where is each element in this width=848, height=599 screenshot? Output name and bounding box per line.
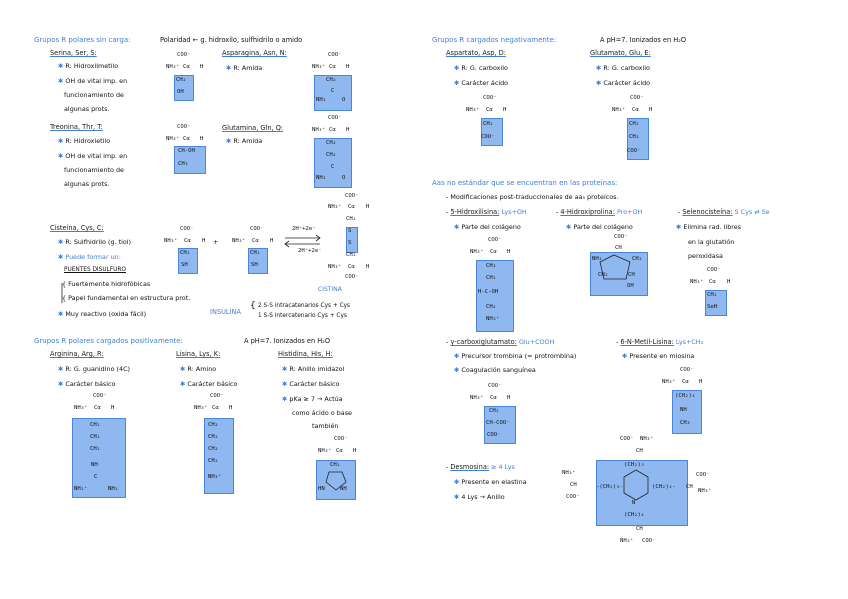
right-heading-note: A pH=7. Ionizados en H₂O bbox=[600, 36, 687, 44]
des-nh3-right: NH₃⁺ bbox=[698, 488, 712, 494]
insulina-label: INSULINA bbox=[210, 308, 241, 316]
sec-h: H bbox=[727, 279, 731, 285]
serina-b3: funcionamiento de bbox=[64, 91, 124, 99]
aspartato-b1: ✱ R: G. carboxilo bbox=[454, 64, 508, 72]
des-coo-left: COO⁻ bbox=[566, 494, 580, 500]
his-hn: HN bbox=[318, 486, 325, 492]
mlys-coo: COO⁻ bbox=[680, 367, 694, 373]
gla-chcoo: CH-COO⁻ bbox=[486, 420, 510, 426]
his-nh3: NH₃⁺ bbox=[318, 448, 332, 454]
serina-b2: ✱ OH de vital imp. en bbox=[58, 77, 128, 85]
arg-ch2c: CH₂ bbox=[90, 446, 101, 452]
hyp-ch2a: CH₂ bbox=[632, 256, 643, 262]
hyp-nh2: NH₂ bbox=[592, 256, 603, 262]
cisteina-title: Cisteína, Cys, C: bbox=[50, 224, 104, 232]
arg-ch2a: CH₂ bbox=[90, 422, 101, 428]
des-ch-left: CH bbox=[570, 482, 577, 488]
glu-coo-r: COO⁻ bbox=[627, 148, 641, 154]
cisteina-b5: { Papel fundamental en estructura prot. bbox=[62, 294, 191, 302]
lys-nh3: NH₃⁺ bbox=[194, 405, 208, 411]
lys-ch2c: CH₂ bbox=[208, 446, 219, 452]
des-n: N bbox=[632, 500, 636, 506]
right-heading: Grupos R cargados negativamente: bbox=[432, 36, 557, 44]
des-ch2-bot: (CH₂)₄ bbox=[624, 512, 645, 518]
hidroxiprolina-title: - 4-Hidroxiprolina: Pro+OH bbox=[556, 208, 643, 216]
des-ring bbox=[624, 470, 648, 500]
des-ch-bot: CH bbox=[636, 526, 643, 532]
gln-ca: Cα bbox=[329, 127, 336, 133]
arg-nh3: NH₃⁺ bbox=[74, 405, 88, 411]
sec-ca: Cα bbox=[709, 279, 716, 285]
cistina-coo1: COO⁻ bbox=[345, 193, 359, 199]
lisina-b2: ✱ Carácter básico bbox=[180, 380, 238, 388]
cistina-nh3-1: NH₃⁺ bbox=[328, 204, 342, 210]
arginina-b1: ✱ R: G. guanidino (4C) bbox=[58, 365, 131, 373]
treonina-b4: algunas prots. bbox=[64, 180, 110, 188]
cistina-s2: S bbox=[348, 240, 352, 246]
arg-ca: Cα bbox=[94, 405, 101, 411]
gln-ch2a: CH₂ bbox=[326, 140, 337, 146]
treonina-b1: ✱ R: Hidroxietilo bbox=[58, 137, 111, 145]
glu-ch2a: CH₂ bbox=[629, 121, 640, 127]
arginina-b2: ✱ Carácter básico bbox=[58, 380, 116, 388]
gln-coo: COO⁻ bbox=[328, 115, 342, 121]
cys2-h: H bbox=[270, 238, 274, 244]
cys1-ch2: CH₂ bbox=[180, 250, 191, 256]
glutamato-b1: ✱ R: G. carboxilo bbox=[596, 64, 650, 72]
sec-coo: COO⁻ bbox=[707, 267, 721, 273]
thr-coo: COO⁻ bbox=[177, 124, 191, 130]
arginina-title: Arginina, Arg, R: bbox=[50, 350, 104, 358]
mlys-nh: NH bbox=[680, 407, 687, 413]
cys2-nh3: NH₃⁺ bbox=[232, 238, 246, 244]
histidina-b5: también bbox=[312, 422, 339, 430]
serina-b4: algunas prots. bbox=[64, 105, 110, 113]
hyl-ch2c: CH₂ bbox=[486, 304, 497, 310]
des-coo-right: COO⁻ bbox=[696, 472, 710, 478]
aspartato-title: Aspartato, Asp, D: bbox=[446, 49, 506, 57]
cys-plus: + bbox=[213, 238, 219, 246]
glu-ch2b: CH₂ bbox=[629, 134, 640, 140]
gla-h: H bbox=[507, 395, 511, 401]
hyl-choh: H-C-OH bbox=[478, 289, 499, 295]
aspartato-b2: ✱ Carácter ácido bbox=[454, 79, 509, 87]
cistina-ca2: Cα bbox=[348, 264, 355, 270]
lys-nh3r: NH₃⁺ bbox=[208, 474, 222, 480]
lys-ca: Cα bbox=[212, 405, 219, 411]
carboxiglutamato-b2: ✱ Coagulación sanguínea bbox=[454, 366, 536, 374]
des-nh3-top: NH₃⁺ bbox=[640, 436, 654, 442]
glu-h: H bbox=[649, 107, 653, 113]
mlys-nh3: NH₃⁺ bbox=[662, 379, 676, 385]
hyl-nh3r: NH₃⁺ bbox=[486, 316, 500, 322]
hidroxilisina-b1: ✱ Parte del colágeno bbox=[454, 223, 521, 231]
asn-nh3: NH₃⁺ bbox=[312, 64, 326, 70]
glutamina-title: Glutamina, Gln, Q: bbox=[222, 124, 284, 132]
his-nh: NH bbox=[340, 486, 347, 492]
his-ch2: CH₂ bbox=[330, 462, 341, 468]
hyp-coo: COO⁻ bbox=[614, 234, 628, 240]
asn-h: H bbox=[346, 64, 350, 70]
hyp-ring bbox=[600, 255, 630, 279]
carboxiglutamato-b1: ✱ Precursor trombina (= protrombina) bbox=[454, 352, 577, 360]
left2-heading: Grupos R polares cargados positivamente: bbox=[34, 337, 183, 345]
lys-ch2d: CH₂ bbox=[208, 458, 219, 464]
ser-ca: Cα bbox=[183, 64, 190, 70]
cistina-h2: H bbox=[366, 264, 370, 270]
asn-ca: Cα bbox=[329, 64, 336, 70]
des-ch2-right: (CH₂)₂- bbox=[652, 484, 676, 490]
treonina-title: Treonina, Thr, T: bbox=[50, 123, 103, 131]
histidina-b2: ✱ Carácter básico bbox=[282, 380, 340, 388]
left-heading-note: Polaridad ← g. hidroxilo, sulfhidrilo o amido bbox=[160, 36, 303, 44]
cistina-ch2b: CH₂ bbox=[346, 252, 357, 258]
asn-nh2: NH₂ bbox=[316, 97, 327, 103]
asn-coo: COO⁻ bbox=[328, 52, 342, 58]
his-coo: COO⁻ bbox=[334, 436, 348, 442]
glu-nh3: NH₃⁺ bbox=[612, 107, 626, 113]
hyl-coo: COO⁻ bbox=[488, 237, 502, 243]
cys1-sh: SH bbox=[181, 262, 188, 268]
asparagina-title: Asparagina, Asn, N: bbox=[222, 49, 287, 57]
left-heading: Grupos R polares sin carga: bbox=[34, 36, 131, 44]
left2-heading-note: A pH=7. Ionizados en H₂O bbox=[244, 337, 331, 345]
insulina-line1: 2 S-S intracatenarios Cys + Cys bbox=[258, 303, 351, 309]
hidroxilisina-title: - 5-Hidroxilisina: Lys+OH bbox=[446, 208, 527, 216]
gln-nh3: NH₃⁺ bbox=[312, 127, 326, 133]
thr-ch3: CH₃ bbox=[178, 161, 189, 167]
des-coo-bot: COO⁻ bbox=[642, 538, 656, 544]
gln-nh2: NH₂ bbox=[316, 175, 327, 181]
right2-heading: Aas no estándar que se encuentran en las proteínas: bbox=[432, 179, 618, 187]
ser-nh3: NH₃⁺ bbox=[166, 64, 180, 70]
serina-b1: ✱ R: Hidroxilmetilo bbox=[58, 62, 119, 70]
lys-coo: COO⁻ bbox=[210, 393, 224, 399]
cys-react-top: 2H⁺+2e⁻ bbox=[292, 226, 316, 232]
his-ca: Cα bbox=[336, 448, 343, 454]
arg-coo: COO⁻ bbox=[93, 393, 107, 399]
gln-c: C bbox=[331, 164, 335, 170]
cys1-h: H bbox=[202, 238, 206, 244]
ser-coo: COO⁻ bbox=[177, 52, 191, 58]
cisteina-b3: PUENTES DISULFURO bbox=[64, 267, 126, 273]
cys-react-bot: 2H⁺+2e⁻ bbox=[298, 248, 322, 254]
asn-o: O bbox=[342, 97, 346, 103]
cistina-h1: H bbox=[366, 204, 370, 210]
hyp-ch2b: CH₂ bbox=[598, 272, 609, 278]
arg-nh2p: NH₂⁺ bbox=[74, 486, 88, 492]
cistina-ch2a: CH₂ bbox=[346, 216, 357, 222]
carboxiglutamato-title: - γ-carboxiglutamato: Glu+COOH bbox=[446, 338, 555, 346]
cys2-ca: Cα bbox=[252, 238, 259, 244]
hyl-ch2a: CH₂ bbox=[486, 263, 497, 269]
selenocisteina-b3: peroxidasa bbox=[688, 252, 723, 260]
histidina-title: Histidina, His, H: bbox=[278, 350, 333, 358]
glutamina-b1: ✱ R: Amida bbox=[226, 137, 263, 145]
cistina-nh3-2: NH₃⁺ bbox=[328, 264, 342, 270]
gla-coo: COO⁻ bbox=[488, 383, 502, 389]
desmosina-b1: ✱ Presente en elastina bbox=[454, 478, 527, 486]
hidroxiprolina-b1: ✱ Parte del colágeno bbox=[566, 223, 633, 231]
cys2-ch2: CH₂ bbox=[250, 250, 261, 256]
sec-ch2: CH₂ bbox=[707, 292, 718, 298]
insulina-line2: 1 S-S intercatenario Cys + Cys bbox=[258, 313, 347, 319]
cys1-nh3: NH₃⁺ bbox=[164, 238, 178, 244]
des-ch2-top: (CH₂)₃ bbox=[624, 462, 645, 468]
asn-ch2: CH₂ bbox=[326, 77, 337, 83]
metillisina-title: - 6-N-Metil-Lisina: Lys+CH₃ bbox=[616, 338, 704, 346]
lys-ch2a: CH₂ bbox=[208, 422, 219, 428]
his-ring bbox=[326, 472, 346, 490]
cisteina-b2: ✱ Puede formar un: bbox=[58, 253, 121, 261]
his-h: H bbox=[353, 448, 357, 454]
cys2-sh: SH bbox=[251, 262, 258, 268]
cistina-coo2: COO⁻ bbox=[345, 274, 359, 280]
ser-h: H bbox=[200, 64, 204, 70]
ser-oh: OH bbox=[177, 89, 184, 95]
asp-nh3: NH₃⁺ bbox=[466, 107, 480, 113]
asp-h: H bbox=[503, 107, 507, 113]
des-nh3-left: NH₃⁺ bbox=[562, 470, 576, 476]
glutamato-b2: ✱ Carácter ácido bbox=[596, 79, 651, 87]
sec-seh: SeH bbox=[707, 304, 718, 310]
hyl-nh3: NH₃⁺ bbox=[470, 249, 484, 255]
gla-ch2: CH₂ bbox=[489, 408, 500, 414]
asp-coo: COO⁻ bbox=[483, 95, 497, 101]
hyp-ch: CH bbox=[615, 245, 622, 251]
histidina-b1: ✱ R: Anillo imidazol bbox=[282, 365, 345, 373]
sec-nh3: NH₃⁺ bbox=[690, 279, 704, 285]
glu-ca: Cα bbox=[632, 107, 639, 113]
mlys-h: H bbox=[699, 379, 703, 385]
mlys-ch3: CH₃ bbox=[680, 420, 691, 426]
right2-b1: - Modificaciones post-traduccionales de aa₅ proteicos. bbox=[446, 193, 619, 201]
cys2-coo: COO⁻ bbox=[250, 226, 264, 232]
asn-c: C bbox=[331, 88, 335, 94]
des-ch2-left: -(CH₂)₃- bbox=[596, 484, 623, 490]
glutamato-title: Glutamato, Glu, E: bbox=[590, 49, 651, 57]
treonina-b3: funcionamiento de bbox=[64, 166, 124, 174]
asparagina-b1: ✱ R: Amida bbox=[226, 64, 263, 72]
histidina-b4: como ácido o base bbox=[292, 409, 352, 417]
lys-ch2b: CH₂ bbox=[208, 434, 219, 440]
glu-coo: COO⁻ bbox=[630, 95, 644, 101]
arg-nh: NH bbox=[91, 462, 98, 468]
hyl-h: H bbox=[507, 249, 511, 255]
asp-coo-r: COO⁻ bbox=[481, 134, 495, 140]
cys1-coo: COO⁻ bbox=[180, 226, 194, 232]
hyl-ch2b: CH₂ bbox=[486, 275, 497, 281]
gln-ch2b: CH₂ bbox=[326, 152, 337, 158]
lys-h: H bbox=[229, 405, 233, 411]
cisteina-b4: { Fuertemente hidrofóbicas bbox=[62, 280, 151, 288]
asp-ch2: CH₂ bbox=[483, 121, 494, 127]
arg-c: C bbox=[94, 474, 98, 480]
serina-title: Serina, Ser, S: bbox=[50, 49, 97, 57]
selenocisteina-b2: en la glutatión bbox=[688, 238, 735, 246]
cistina-s1: S bbox=[348, 228, 352, 234]
cisteina-b6: ✱ Muy reactivo (oxida fácil) bbox=[58, 310, 147, 318]
desmosina-b2: ✱ 4 Lys → Anillo bbox=[454, 493, 505, 501]
ser-ch2: CH₂ bbox=[176, 77, 187, 83]
thr-ch-oh: CH-OH bbox=[178, 148, 195, 154]
mlys-ca: Cα bbox=[682, 379, 689, 385]
thr-nh3: NH₃⁺ bbox=[166, 136, 180, 142]
selenocisteina-b1: ✱ Elimina rad. libres bbox=[676, 223, 741, 231]
gla-nh3: NH₃⁺ bbox=[470, 395, 484, 401]
asp-ca: Cα bbox=[486, 107, 493, 113]
gln-o: O bbox=[342, 175, 346, 181]
histidina-b3: ✱ pKa ≥ 7 → Actúa bbox=[282, 395, 343, 403]
des-nh3-bot: NH₃⁺ bbox=[620, 538, 634, 544]
cisteina-b1: ✱ R: Sulfhidrilo (g. tiol) bbox=[58, 238, 132, 246]
desmosina-title: - Desmosina: ≥ 4 Lys bbox=[446, 463, 515, 471]
des-ch-right: CH bbox=[686, 484, 693, 490]
lisina-title: Lisina, Lys, K: bbox=[176, 350, 221, 358]
hyp-oh: OH bbox=[627, 283, 634, 289]
thr-ca: Cα bbox=[183, 136, 190, 142]
mlys-ch2n: (CH₂)₄ bbox=[675, 393, 696, 399]
metillisina-b1: ✱ Presente en miosina bbox=[622, 352, 695, 360]
cys1-ca: Cα bbox=[184, 238, 191, 244]
arg-ch2b: CH₂ bbox=[90, 434, 101, 440]
hyl-ca: Cα bbox=[490, 249, 497, 255]
selenocisteina-title: - Selenocisteína: S Cys ⇄ Se bbox=[678, 208, 770, 216]
cistina-ca1: Cα bbox=[348, 204, 355, 210]
thr-h: H bbox=[200, 136, 204, 142]
insulina-brace: { bbox=[250, 301, 256, 311]
des-ch-top: CH bbox=[636, 448, 643, 454]
hyp-ch: CH bbox=[628, 272, 635, 278]
gla-coo-r: COO⁻ bbox=[487, 432, 501, 438]
des-coo-top: COO⁻ bbox=[620, 436, 634, 442]
gla-ca: Cα bbox=[490, 395, 497, 401]
arg-h: H bbox=[111, 405, 115, 411]
cistina-label: CISTINA bbox=[318, 286, 342, 293]
lisina-b1: ✱ R: Amino bbox=[180, 365, 217, 373]
gln-h: H bbox=[346, 127, 350, 133]
arg-nh2: NH₂ bbox=[108, 486, 119, 492]
treonina-b2: ✱ OH de vital imp. en bbox=[58, 152, 128, 160]
